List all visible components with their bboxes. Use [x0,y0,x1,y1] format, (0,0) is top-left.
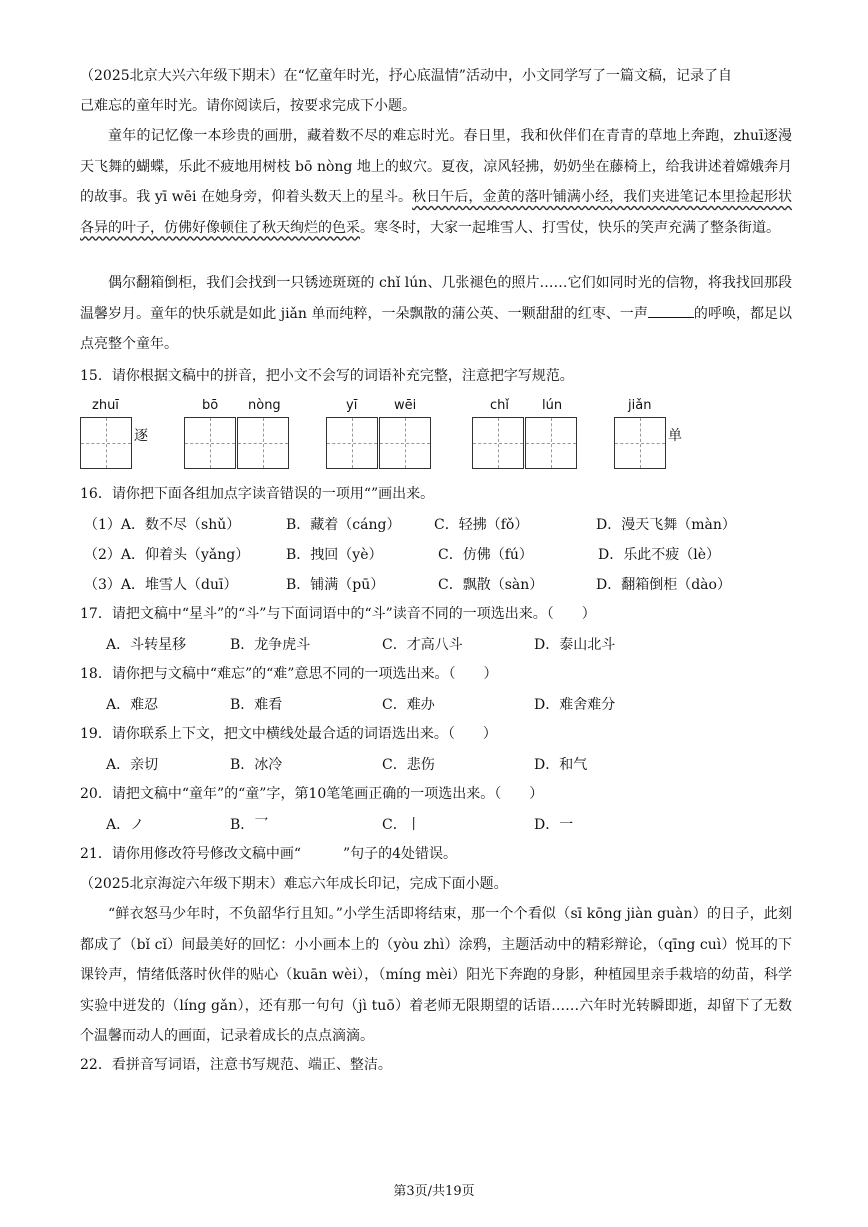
pinyin-label: nòng [248,398,281,413]
q16-1-c: C．轻拂（fǒ） [434,517,529,533]
passage-paragraph-1 [80,121,792,243]
intro-line-1: （2025北京大兴六年级下期末）在“忆童年时光，抒心底温情”活动中，小文同学写了一篇文稿，记录了自 [80,68,732,84]
answer-blank[interactable] [648,303,694,318]
question-17: 17．请把文稿中“星斗”的“斗”与下面词语中的“斗”读音不同的一项选出来。（ ） [80,606,596,622]
q20-option-b: B．乛 [230,817,269,833]
q18-option-c: C．难办 [382,697,435,713]
q17-option-a: A．斗转星移 [106,637,187,653]
writing-grid[interactable] [326,417,378,469]
passage-text-a: 童年的记忆像一本珍贵的画册，藏着数不尽的难忘时光。春日里，我和伙伴们在青青的草地上奔跑，zhuī逐漫天飞舞的蝴蝶，乐此不疲地用树枝 bō nòng 地上的蚁穴。夏夜，凉风轻拂，奶奶坐在藤椅上，给我讲述着嫦娥奔月的故事。我 yī wēi 在她身旁，仰着头数天上的星斗。 [80,128,792,205]
q19-option-d: D．和气 [534,757,588,773]
question-16: 16．请你把下面各组加点字读音错误的一项用“”画出来。 [80,486,435,502]
passage-paragraph-2 [80,268,792,360]
pinyin-label: wēi [394,398,417,413]
intro-line-3: （2025北京海淀六年级下期末）难忘六年成长印记，完成下面小题。 [80,876,508,892]
q17-option-b: B．龙争虎斗 [230,637,311,653]
q19-option-b: B．冰冷 [230,757,283,773]
q18-option-a: A．难忍 [106,697,159,713]
q17-option-d: D．泰山北斗 [534,637,616,653]
question-15: 15．请你根据文稿中的拼音，把小文不会写的词语补充完整，注意把字写规范。 [80,368,574,384]
q16-1-b: B．藏着（cáng） [286,517,401,533]
q16-3-d: D．翻箱倒柜（dào） [596,577,731,593]
q18-option-d: D．难舍难分 [534,697,616,713]
q20-option-d: D．一 [534,817,574,833]
pinyin-label: lún [542,398,563,413]
passage-paragraph-3: “鲜衣怒马少年时，不负韶华行且知。”小学生活即将结束，那一个个看似（sī kōng jiàn guàn）的日子，此刻都成了（bǐ cǐ）间最美好的回忆：小小画本上的（yòu zhì）涂鸦，主题活动中的精彩辩论，（qīng cuì）悦耳的下课铃声，情绪低落时伙伴的贴心（kuān wèi），（míng mèi）阳光下奔跑的身影，种植园里亲手栽培的幼苗，科学实验中迸发的（líng gǎn），还有那一句句（jì tuō）着老师无限期望的话语……六年时光转瞬即逝，却留下了无数个温馨而动人的画面，记录着成长的点点滴滴。 [80,906,792,1044]
suffix-char: 逐 [134,428,148,444]
question-18: 18．请你把与文稿中“难忘”的“难”意思不同的一项选出来。（ ） [80,666,498,682]
passage-text-d: 的呼唤，都足以点亮整个童年。 [80,305,792,352]
q19-option-a: A．亲切 [106,757,159,773]
passage-text-b: 。寒冬时，大家一起堆雪人、打雪仗，快乐的笑声充满了整条街道。 [360,219,780,236]
writing-grid[interactable] [237,417,289,469]
q16-2-d: D．乐此不疲（lè） [598,547,720,563]
writing-grid[interactable] [525,417,577,469]
writing-grid[interactable] [379,417,431,469]
intro-line-2: 己难忘的童年时光。请你阅读后，按要求完成下小题。 [80,98,416,114]
question-22: 22．看拼音写词语，注意书写规范、端正、整洁。 [80,1057,392,1073]
page-footer: 第3页/共19页 [393,1184,475,1199]
writing-grid[interactable] [472,417,524,469]
q16-2-a: （2）A．仰着头（yǎng） [84,547,250,563]
question-20: 20．请把文稿中“童年”的“童”字，第10笔笔画正确的一项选出来。（ ） [80,786,544,802]
question-21: 21．请你用修改符号修改文稿中画“ ”句子的4处错误。 [80,846,458,862]
pinyin-label: zhuī [92,398,119,413]
pinyin-label: jiǎn [628,398,652,413]
wavy-underlined-sentence: 秋日午后，金黄的落叶铺满小经，我们夹进笔记本里捡起形状各异的叶子，仿佛好像顿住了秋天绚烂的色采 [80,189,793,236]
writing-grid[interactable] [614,417,666,469]
q16-2-b: B．拽回（yè） [286,547,383,563]
q16-3-c: C．飘散（sàn） [438,577,544,593]
writing-grid[interactable] [80,417,132,469]
passage-text-c: 偶尔翻箱倒柜，我们会找到一只锈迹斑斑的 chǐ lún、几张褪色的照片……它们如同时光的信物，将我找回那段温馨岁月。童年的快乐就是如此 jiǎn 单而纯粹，一朵飘散的蒲公英、一颗甜甜的红枣、一声 [80,275,792,322]
q16-2-c: C．仿佛（fú） [438,547,533,563]
q19-option-c: C．悲伤 [382,757,435,773]
pinyin-label: yī [346,398,358,413]
suffix-char: 单 [668,428,682,444]
q16-1-d: D．漫天飞舞（màn） [596,517,736,533]
q18-option-b: B．难看 [230,697,283,713]
pinyin-label: chǐ [490,398,509,413]
q20-option-c: C．丨 [382,817,421,833]
q16-1-a: （1）A．数不尽（shǔ） [84,517,241,533]
q20-option-a: A．ノ [106,817,145,833]
question-19: 19．请你联系上下文，把文中横线处最合适的词语选出来。（ ） [80,726,497,742]
q16-3-b: B．铺满（pū） [286,577,385,593]
q17-option-c: C．才高八斗 [382,637,463,653]
pinyin-label: bō [202,398,219,413]
writing-grid[interactable] [184,417,236,469]
q16-3-a: （3）A．堆雪人（duī） [84,577,238,593]
